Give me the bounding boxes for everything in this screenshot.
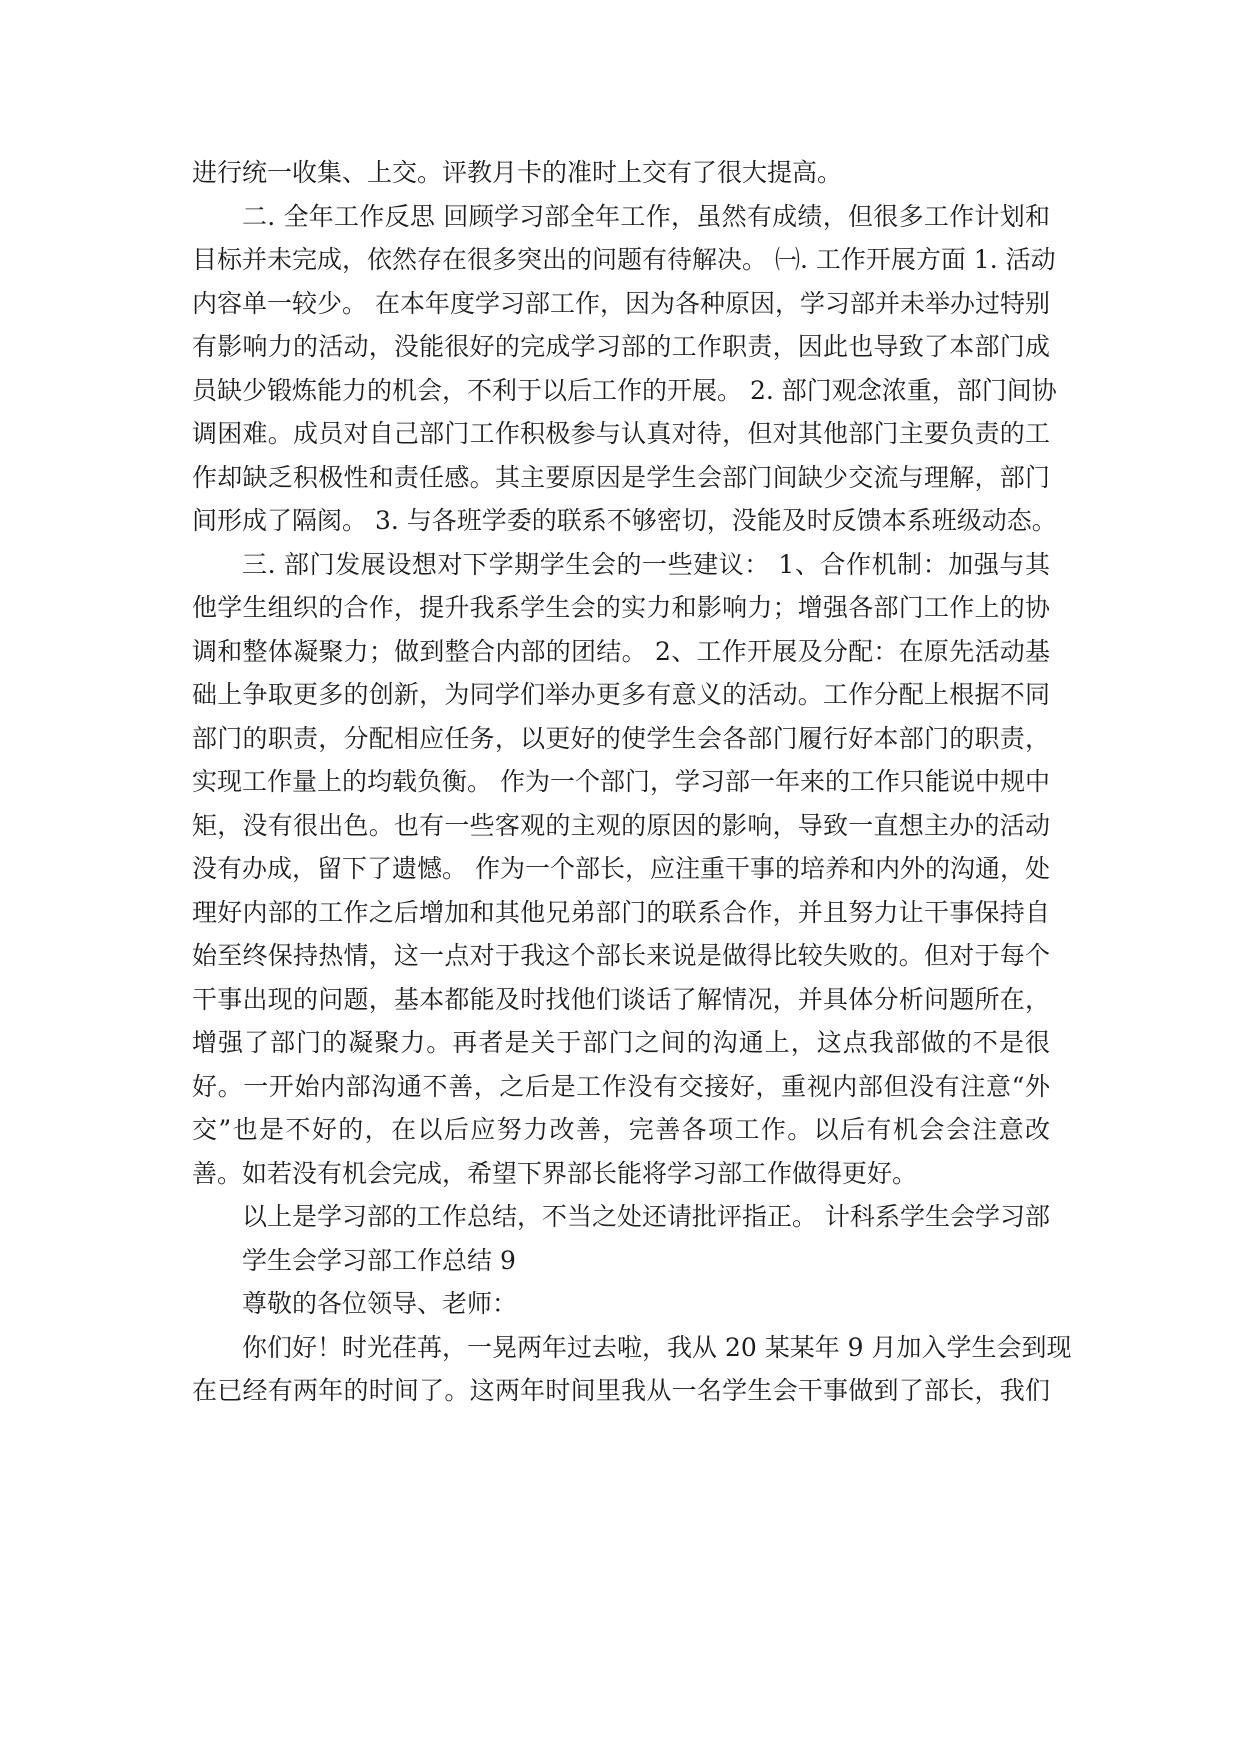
text-line: 理好内部的工作之后增加和其他兄弟部门的联系合作，并且努力让干事保持自 xyxy=(192,897,1050,927)
salutation: 尊敬的各位领导、老师： xyxy=(242,1289,518,1318)
text-line: 有影响力的活动，没能很好的完成学习部的工作职责，因此也导致了本部门成 xyxy=(192,332,1050,361)
text-line: 调和整体凝聚力；做到整合内部的团结。 2、工作开展及分配：在原先活动基 xyxy=(192,636,1050,666)
text-line: 好。一开始内部沟通不善，之后是工作没有交接好，重视内部但没有注意“外 xyxy=(192,1071,1050,1101)
text-line: 增强了部门的凝聚力。再者是关于部门之间的沟通上，这点我部做的不是很 xyxy=(192,1028,1050,1057)
text-line: 部门的职责，分配相应任务，以更好的使学生会各部门履行好本部门的职责， xyxy=(192,723,1050,753)
text-line: 善。如若没有机会完成，希望下界部长能将学习部工作做得更好。 xyxy=(192,1158,918,1188)
text-line: 交”也是不好的，在以后应努力改善，完善各项工作。以后有机会会注意改 xyxy=(192,1115,1050,1144)
text-line: 间形成了隔阂。 3. 与各班学委的联系不够密切，没能及时反馈本系班级动态。 xyxy=(192,506,1057,535)
text-line: 员缺少锻炼能力的机会，不利于以后工作的开展。 2. 部门观念浓重，部门间协 xyxy=(192,375,1057,405)
text-line: 没有办成，留下了遗憾。 作为一个部长，应注重干事的培养和内外的沟通，处 xyxy=(192,854,1050,883)
text-line: 你们好！时光荏苒，一晃两年过去啦，我从 20 某某年 9 月加入学生会到现 xyxy=(242,1332,1072,1362)
document-heading: 学生会学习部工作总结 9 xyxy=(242,1245,516,1275)
section-heading-line: 三. 部门发展设想对下学期学生会的一些建议： 1、合作机制：加强与其 xyxy=(242,549,1050,579)
text-line: 在已经有两年的时间了。这两年时间里我从一名学生会干事做到了部长，我们 xyxy=(192,1376,1050,1405)
text-line: 础上争取更多的创新，为同学们举办更多有意义的活动。工作分配上根据不同 xyxy=(192,680,1050,709)
body-text xyxy=(192,151,1072,1413)
text-line: 始至终保持热情，这一点对于我这个部长来说是做得比较失败的。但对于每个 xyxy=(192,941,1050,970)
text-line: 干事出现的问题，基本都能及时找他们谈话了解情况，并具体分析问题所在， xyxy=(192,984,1050,1014)
text-line: 作却缺乏积极性和责任感。其主要原因是学生会部门间缺少交流与理解，部门 xyxy=(192,462,1050,492)
text-line: 实现工作量上的均载负衡。 作为一个部门，学习部一年来的工作只能说中规中 xyxy=(192,767,1050,796)
text-line: 矩，没有很出色。也有一些客观的主观的原因的影响，导致一直想主办的活动 xyxy=(192,810,1050,840)
text-line: 以上是学习部的工作总结，不当之处还请批评指正。 计科系学生会学习部 xyxy=(242,1202,1050,1231)
text-line: 他学生组织的合作，提升我系学生会的实力和影响力；增强各部门工作上的协 xyxy=(192,593,1050,622)
text-line: 目标并未完成，依然存在很多突出的问题有待解决。 ㈠. 工作开展方面 1. 活动 xyxy=(192,245,1056,274)
text-line: 进行统一收集、上交。评教月卡的准时上交有了很大提高。 xyxy=(192,158,843,187)
text-line: 调困难。成员对自己部门工作积极参与认真对待，但对其他部门主要负责的工 xyxy=(192,419,1050,448)
section-heading-line: 二. 全年工作反思 回顾学习部全年工作，虽然有成绩，但很多工作计划和 xyxy=(242,201,1050,231)
text-line: 内容单一较少。 在本年度学习部工作，因为各种原因，学习部并未举办过特别 xyxy=(192,288,1050,318)
